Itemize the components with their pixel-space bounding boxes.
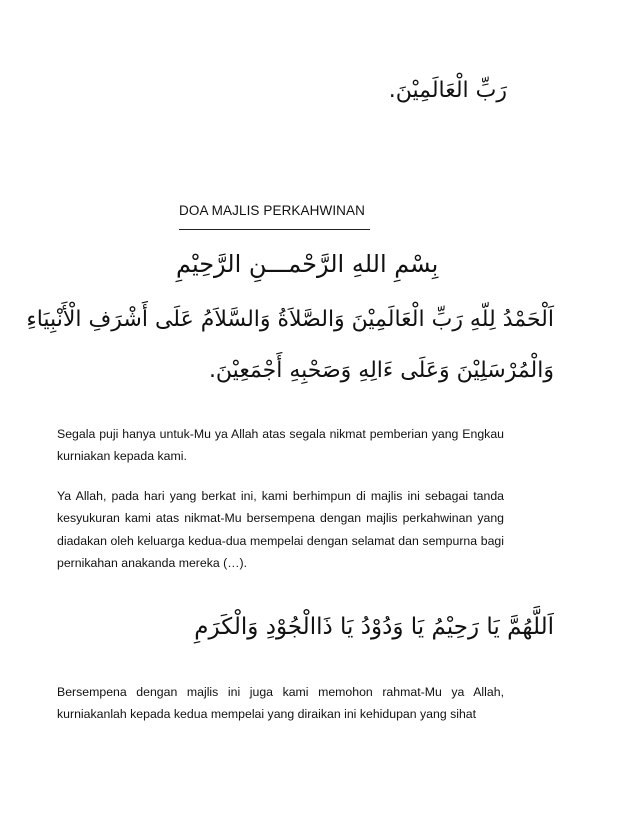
arabic-dua-line: اَللَّهُمَّ يَا رَحِيْمُ يَا وَدُوْدُ يَا ذَاالْجُوْدِ وَالْكَرَمِ [194,614,554,640]
arabic-hamd-line-1: اَلْحَمْدُ لِلّهِ رَبِّ الْعَالَمِيْنَ وَالصَّلاَةُ وَالسَّلاَمُ عَلَى أَشْرَفِ الْأَنْبِيَاءِ [26,307,554,332]
title-underline [179,229,370,230]
arabic-hamd-line-2: وَالْمُرْسَلِيْنَ وَعَلَى ءَالِهِ وَصَحْبِهِ أَجْمَعِيْنَ. [208,358,554,383]
paragraph-praise: Segala puji hanya untuk-Mu ya Allah atas segala nikmat pemberian yang Engkau kurniakan kepada kami. [57,427,504,464]
basmala-line: بِسْمِ اللهِ الرَّحْمـــنِ الرَّحِيْمِ [176,250,439,278]
page-title: DOA MAJLIS PERKAHWINAN [179,203,365,218]
paragraph-blessing: Bersempena dengan majlis ini juga kami memohon rahmat-Mu ya Allah, kurniakanlah kepada kedua mempelai yang diraikan ini kehidupan yang sihat [57,685,504,722]
arabic-closing-line: رَبِّ الْعَالَمِيْنَ. [388,78,507,103]
paragraph-gathering: Ya Allah, pada hari yang berkat ini, kami berhimpun di majlis ini sebagai tanda kesyukuran kami atas nikmat-Mu bersempena dengan majlis perkahwinan yang diadakan oleh keluarga kedua-dua mempelai dengan selamat dan sempurna bagi pernikahan anakanda mereka (…). [57,489,504,571]
